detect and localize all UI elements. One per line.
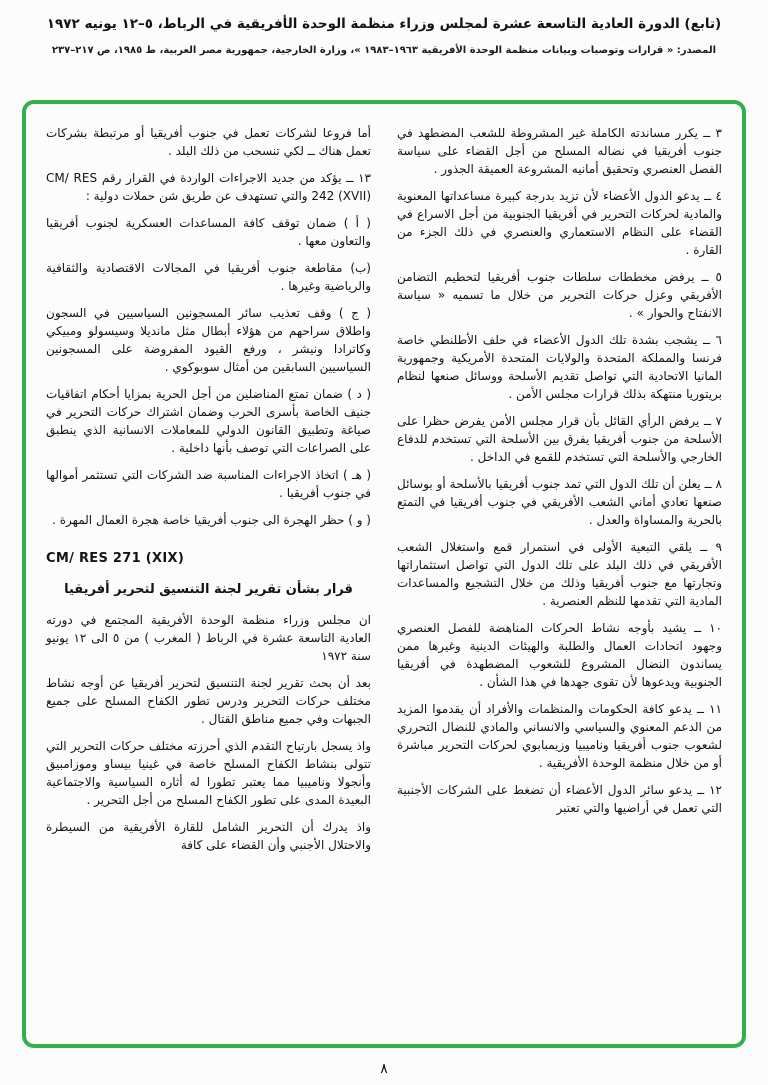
column-left bbox=[46, 124, 371, 863]
sub-item-a: ( أ ) ضمان توقف كافة المساعدات العسكرية لجنوب أفريقيا والتعاون معها . bbox=[46, 216, 371, 248]
sub-item-b: (ب) مقاطعة جنوب أفريقيا في المجالات الاقتصادية والثقافية والرياضية وغيرها . bbox=[46, 261, 371, 293]
sub-item-jeem: ( ج ) وقف تعذيب سائر المسجونين السياسيين في السجون واطلاق سراحهم من هؤلاء أبطال مثل مانديلا وسيسولو ومبيكي وكاترادا ونيشر ، ورفع القيود المفروضة على المسجونين السياسيين السابقين من أمثال سوبوكوي . bbox=[46, 306, 371, 374]
continuation-paragraph: أما فروعا لشركات تعمل في جنوب أفريقيا أو مرتبطة بشركات تعمل هناك ــ لكي تنسحب من ذلك البلد . bbox=[46, 126, 371, 158]
resolution-item-11: ١١ ــ يدعو كافة الحكومات والمنظمات والأفراد أن يقدموا المزيد من الدعم المعنوي والسياسي والانساني والمادي للنضال التحرري لشعوب جنوب أفريقيا وناميبيا وزيمبابوي لحركات التحرير مباشرة أو من خلال منظمة الوحدة الأفريقية . bbox=[397, 702, 722, 770]
resolution-item-10: ١٠ ــ يشيد بأوجه نشاط الحركات المناهضة للفصل العنصري وجهود اتحادات العمال والطلبة والهيئات الدينية وغيرها ممن يساندون النضال المشروع للشعوب المضطهدة في أفريقيا الجنوبية ويدعوها لأن تقوى جهدها في هذا الشأن . bbox=[397, 621, 722, 689]
page-header bbox=[0, 0, 768, 56]
content-border-box bbox=[22, 100, 746, 1048]
preamble-liberation: واذ يدرك أن التحرير الشامل للقارة الأفريقية من السيطرة والاحتلال الأجنبي وأن القضاء على كافة bbox=[46, 820, 371, 852]
resolution-code-cm-res-271: CM/ RES 271 (XIX) bbox=[46, 551, 185, 566]
sub-item-ha: ( هـ ) اتخاذ الاجراءات المناسبة ضد الشركات التي تستثمر أموالها في جنوب أفريقيا . bbox=[46, 468, 371, 500]
header-title: (تابع) الدورة العادية التاسعة عشرة لمجلس وزراء منظمة الوحدة الأفريقية في الرباط، ٥–١٢ يونيه ١٩٧٢ bbox=[46, 16, 722, 32]
resolution-item-4: ٤ ــ يدعو الدول الأعضاء لأن تزيد بدرجة كبيرة مساعداتها المعنوية والمادية لحركات التحرير في أفريقيا الجنوبية من أجل الاسراع في القضاء على النظام الاستعماري والعنصري في ذلك الجزء من القارة . bbox=[397, 189, 722, 257]
preamble-council: ان مجلس وزراء منظمة الوحدة الأفريقية المجتمع في دورته العادية التاسعة عشرة في الرباط ( المغرب ) من ٥ الى ١٢ يونيو سنة ١٩٧٢ bbox=[46, 613, 372, 663]
column-right bbox=[397, 124, 722, 863]
resolution-item-8: ٨ ــ يعلن أن تلك الدول التي تمد جنوب أفريقيا بالأسلحة أو بوسائل صنعها تعادي أماني الشعب الأفريقي في جنوب أفريقيا في التمتع بالحرية والمساواة والعدل . bbox=[397, 477, 722, 527]
resolution-item-9: ٩ ــ يلقي التبعية الأولى في استمرار قمع واستغلال الشعب الأفريقي في ذلك البلد على تلك الدول التي تواصل استثماراتها وتجارتها مع جنوب أفريقيا وذلك من خلال التشجيع والمساعدات المادية التي تقدمها للنظم العنصرية . bbox=[397, 540, 722, 608]
resolution-item-7: ٧ ــ يرفض الرأي القائل بأن قرار مجلس الأمن يفرض حظرا على الأسلحة من جنوب أفريقيا يفرق بين الأسلحة التي تستخدم للدفاع الخارجي والأسلحة التي تستخدم للقمع في الداخل . bbox=[397, 414, 722, 464]
resolution-item-5: ٥ ــ يرفض مخططات سلطات جنوب أفريقيا لتحطيم التضامن الأفريقي وعزل حركات التحرير من خلال ما تسميه « سياسة الانفتاح والحوار » . bbox=[397, 270, 722, 320]
resolution-item-3: ٣ ــ يكرر مساندته الكاملة غير المشروطة للشعب المضطهد في جنوب أفريقيا في نضاله المسلح من أجل القضاء على سياسة الفصل العنصري وتحقيق أمانيه المشروعة العميقة الجذور . bbox=[397, 126, 722, 176]
preamble-report: بعد أن بحث تقرير لجنة التنسيق لتحرير أفريقيا عن أوجه نشاط مختلف حركات التحرير ودرس تطور الكفاح المسلح على جميع الجبهات وفي جميع مناطق القتال . bbox=[46, 676, 371, 726]
resolution-item-13: ١٣ ــ يؤكد من جديد الاجراءات الواردة في القرار رقم CM/ RES 242 (XVII) والتي تستهدف عن طريق شن حملات دولية : bbox=[46, 171, 371, 203]
sub-item-waw: ( و ) حظر الهجرة الى جنوب أفريقيا خاصة هجرة العمال المهرة . bbox=[52, 513, 371, 527]
page-number: ٨ bbox=[380, 1061, 388, 1077]
header-source: المصدر: « قرارات وتوصيات وبيانات منظمة الوحدة الأفريقية ١٩٦٣–١٩٨٣ »، وزارة الخارجية، جمهورية مصر العربية، ط ١٩٨٥، ص ٢١٧–٢٣٧ bbox=[51, 45, 717, 56]
sub-item-dal: ( د ) ضمان تمتع المناضلين من أجل الحرية بمزايا أحكام اتفاقيات جنيف الخاصة بأسرى الحرب وضمان اشتراك حركات التحرير في صياغة وتطبيق القانون الدولي للمعاملات الانسانية الذي ينطبق على الصراعات التي توصف بأنها داخلية . bbox=[46, 387, 371, 455]
resolution-title: قرار بشأن تقرير لجنة التنسيق لتحرير أفريقيا bbox=[64, 582, 353, 597]
text-columns bbox=[26, 104, 742, 873]
resolution-item-12: ١٢ ــ يدعو سائر الدول الأعضاء أن تضغط على الشركات الأجنبية التي تعمل في أراضيها والتي تعتبر bbox=[397, 783, 722, 815]
preamble-progress: واذ يسجل بارتياح التقدم الذي أحرزته مختلف حركات التحرير التي تتولى بنشاط الكفاح المسلح خاصة في غينيا بيساو وموزامبيق وأنجولا وناميبيا مما يعتبر تطورا له أثاره السياسية والاجتماعية البعيدة المدى على تطور الكفاح المسلح من أجل التحرير . bbox=[46, 739, 371, 807]
resolution-item-6: ٦ ــ يشجب بشدة تلك الدول الأعضاء في حلف الأطلنطي خاصة فرنسا والمملكة المتحدة والولايات المتحدة الأمريكية وجمهورية المانيا الاتحادية التي تواصل تقديم الأسلحة ووسائل صنعها لنظام بريتوريا منتهكة بذلك قرارات مجلس الأمن . bbox=[397, 333, 722, 401]
